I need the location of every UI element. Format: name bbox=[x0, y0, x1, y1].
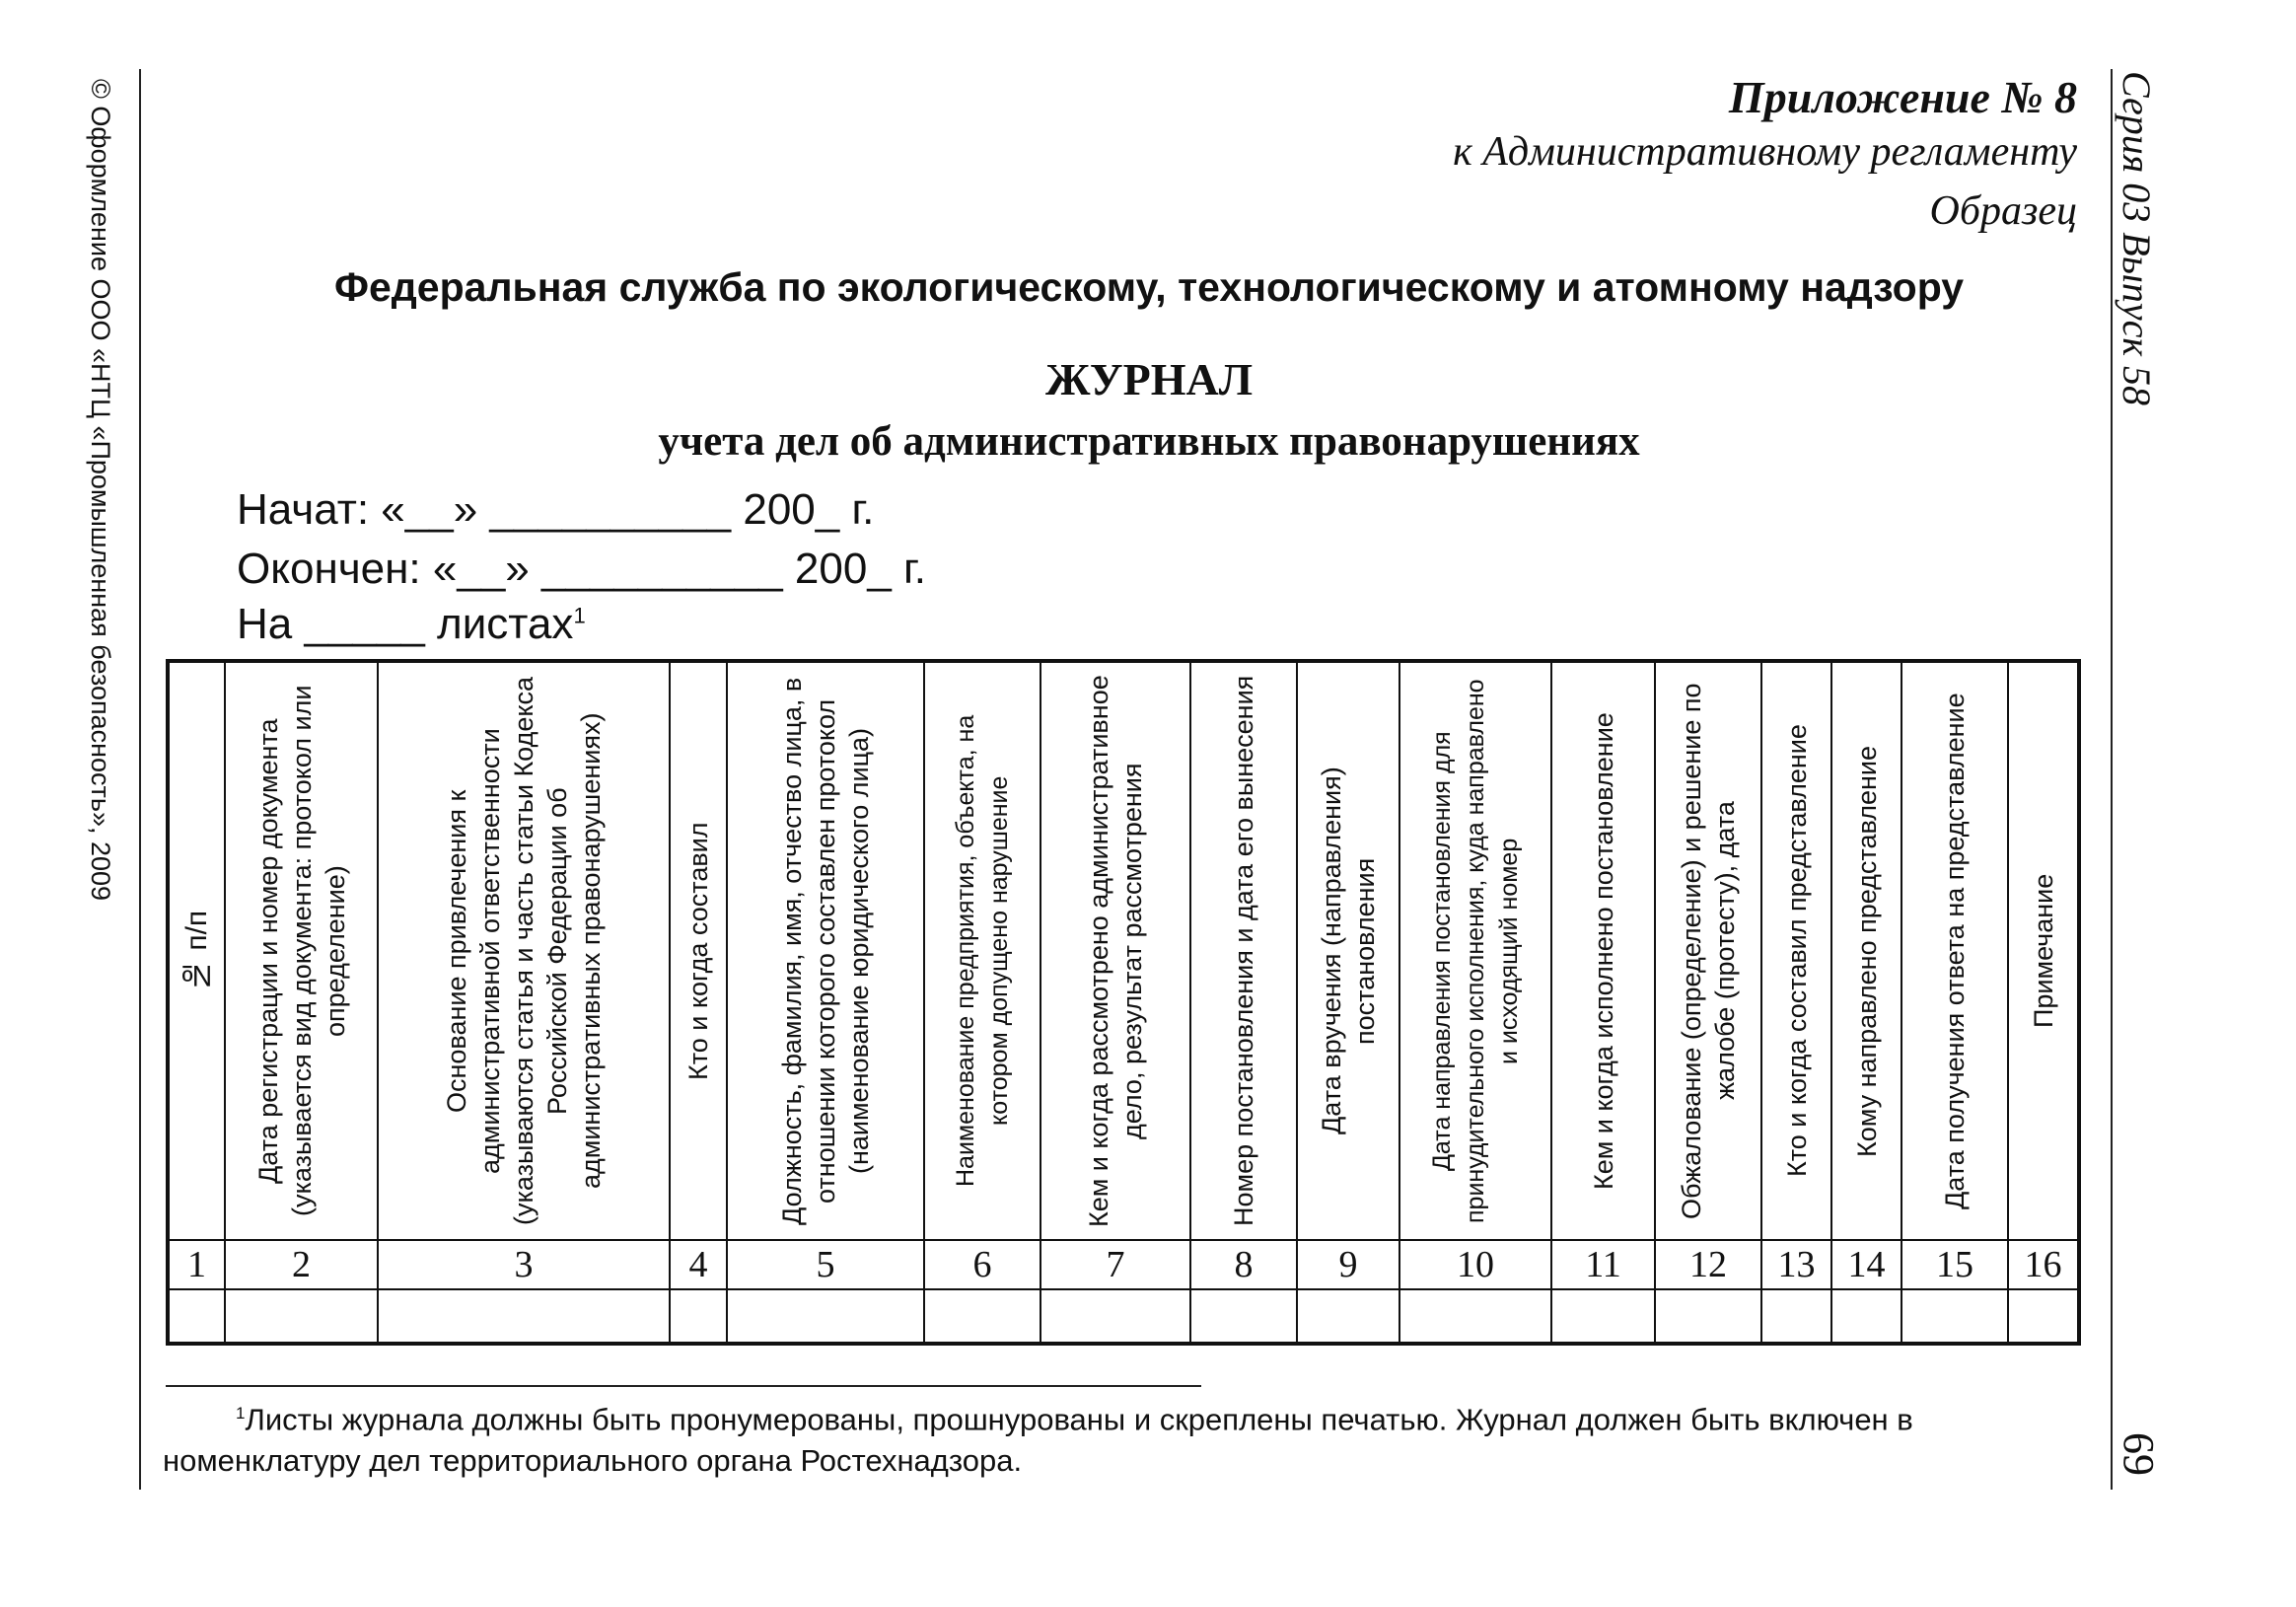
column-number: 16 bbox=[2008, 1240, 2079, 1289]
started-line: Начат: «__» __________ 200_ г. bbox=[237, 485, 875, 534]
column-number: 10 bbox=[1399, 1240, 1551, 1289]
empty-cell bbox=[378, 1289, 670, 1344]
empty-cell bbox=[1399, 1289, 1551, 1344]
empty-cell bbox=[1901, 1289, 2008, 1344]
column-header: Кому направлено представление bbox=[1831, 661, 1901, 1240]
finished-line: Окончен: «__» __________ 200_ г. bbox=[237, 545, 926, 593]
footnote-rule bbox=[166, 1385, 1201, 1387]
column-number: 13 bbox=[1761, 1240, 1831, 1289]
empty-cell bbox=[168, 1289, 225, 1344]
column-header: Примечание bbox=[2008, 661, 2079, 1240]
column-number: 3 bbox=[378, 1240, 670, 1289]
empty-cell bbox=[1190, 1289, 1297, 1344]
column-header: № п/п bbox=[168, 661, 225, 1240]
reglament-label: к Административному регламенту bbox=[1453, 129, 2077, 175]
empty-cell bbox=[2008, 1289, 2079, 1344]
journal-table bbox=[166, 659, 2081, 1346]
footnote-marker: 1 bbox=[236, 1404, 246, 1423]
empty-entry-row bbox=[168, 1289, 2079, 1344]
column-header: Наименование предприятия, объекта, на котором допущено нарушение bbox=[924, 661, 1040, 1240]
column-number: 8 bbox=[1190, 1240, 1297, 1289]
column-number: 9 bbox=[1297, 1240, 1399, 1289]
empty-cell bbox=[225, 1289, 378, 1344]
agency-name: Федеральная служба по экологическому, технологическому и атомному надзору bbox=[333, 264, 1965, 310]
header-row bbox=[168, 661, 2079, 1240]
column-number-row bbox=[168, 1240, 2079, 1289]
column-header: Кем и когда рассмотрено административное дело, результат рассмотрения bbox=[1040, 661, 1190, 1240]
column-number: 1 bbox=[168, 1240, 225, 1289]
empty-cell bbox=[1040, 1289, 1190, 1344]
column-number: 15 bbox=[1901, 1240, 2008, 1289]
column-header: Основание привлечения к административной ответственности (указываются статья и часть статьи Кодекса Российской Федерации об административных правонарушениях) bbox=[378, 661, 670, 1240]
sheets-line bbox=[237, 600, 586, 649]
left-margin-rule bbox=[139, 69, 141, 1490]
empty-cell bbox=[924, 1289, 1040, 1344]
page-number: 69 bbox=[2115, 1432, 2163, 1476]
copyright-margin-text: © Оформление ООО «НТЦ «Промышленная безопасность», 2009 bbox=[86, 79, 115, 902]
column-header: Должность, фамилия, имя, отчество лица, в отношении которого составлен протокол (наименование юридического лица) bbox=[727, 661, 924, 1240]
empty-cell bbox=[1551, 1289, 1655, 1344]
column-header: Дата получения ответа на представление bbox=[1901, 661, 2008, 1240]
column-number: 2 bbox=[225, 1240, 378, 1289]
empty-cell bbox=[727, 1289, 924, 1344]
column-header: Дата направления постановления для принудительного исполнения, куда направлено и исходящий номер bbox=[1399, 661, 1551, 1240]
column-number: 4 bbox=[670, 1240, 727, 1289]
footnote-text: Листы журнала должны быть пронумерованы, прошнурованы и скреплены печатью. Журнал должен быть включен в номенклатуру дел территориального органа Ростехнадзора. bbox=[163, 1402, 1913, 1479]
column-number: 6 bbox=[924, 1240, 1040, 1289]
column-number: 5 bbox=[727, 1240, 924, 1289]
appendix-label: Приложение № 8 bbox=[1728, 72, 2077, 122]
empty-cell bbox=[1297, 1289, 1399, 1344]
footnote bbox=[163, 1393, 2081, 1482]
empty-cell bbox=[670, 1289, 727, 1344]
column-header: Дата вручения (направления) постановления bbox=[1297, 661, 1399, 1240]
empty-cell bbox=[1831, 1289, 1901, 1344]
empty-cell bbox=[1761, 1289, 1831, 1344]
empty-cell bbox=[1655, 1289, 1761, 1344]
column-header: Дата регистрации и номер документа (указывается вид документа: протокол или определение) bbox=[225, 661, 378, 1240]
document-title: ЖУРНАЛ bbox=[1045, 354, 1253, 404]
series-margin-text: Серия 03 Выпуск 58 bbox=[2115, 71, 2159, 406]
document-subtitle: учета дел об административных правонарушениях bbox=[658, 418, 1640, 465]
sample-label: Образец bbox=[1929, 188, 2077, 234]
column-header: Кто и когда составил представление bbox=[1761, 661, 1831, 1240]
column-number: 7 bbox=[1040, 1240, 1190, 1289]
sheets-footnote-marker: 1 bbox=[573, 603, 586, 628]
column-header: Номер постановления и дата его вынесения bbox=[1190, 661, 1297, 1240]
column-header: Кто и когда составил bbox=[670, 661, 727, 1240]
column-number: 12 bbox=[1655, 1240, 1761, 1289]
column-number: 14 bbox=[1831, 1240, 1901, 1289]
sheets-text: На _____ листах bbox=[237, 600, 574, 648]
column-number: 11 bbox=[1551, 1240, 1655, 1289]
column-header: Обжалование (определение) и решение по жалобе (протесту), дата bbox=[1655, 661, 1761, 1240]
column-header: Кем и когда исполнено постановление bbox=[1551, 661, 1655, 1240]
